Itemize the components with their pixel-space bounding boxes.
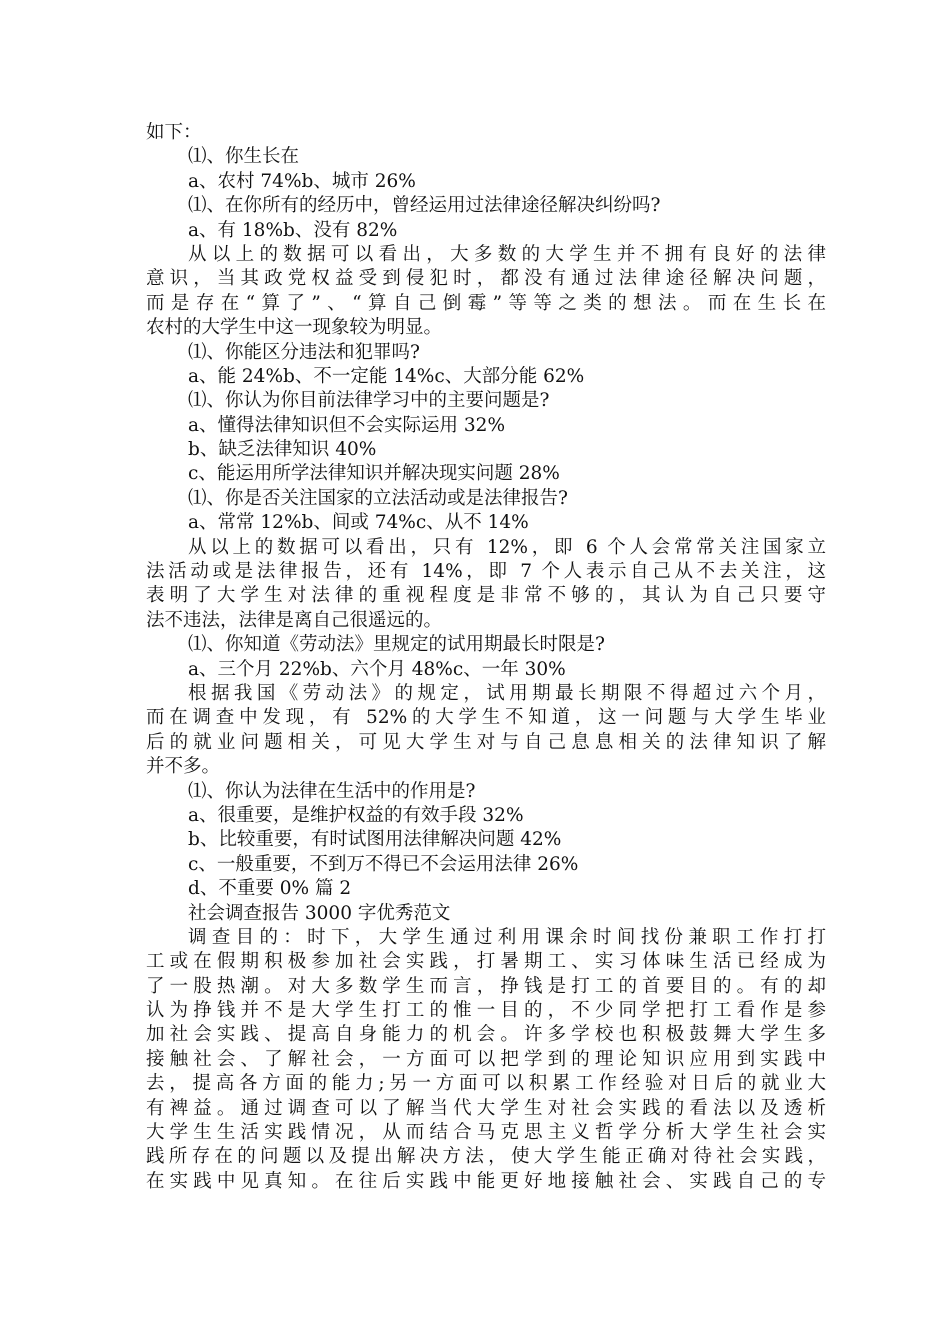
- text-line: ⑴、你是否关注国家的立法活动或是法律报告?: [188, 487, 568, 509]
- text-line: 后的就业问题相关，可见大学生对与自己息息相关的法律知识了解: [146, 731, 826, 753]
- text-line: 践所存在的问题以及提出解决方法，使大学生能正确对待社会实践，: [146, 1146, 826, 1168]
- text-line: 而在调查中发现，有 52%的大学生不知道，这一问题与大学生毕业: [146, 707, 826, 729]
- text-line: 在实践中见真知。在往后实践中能更好地接触社会、实践自己的专: [146, 1170, 826, 1192]
- text-line: 从以上的数据可以看出，只有 12%，即 6 个人会常常关注国家立: [188, 536, 826, 558]
- text-line: ⑴、在你所有的经历中，曾经运用过法律途径解决纠纷吗?: [188, 195, 661, 217]
- text-line: 加社会实践、提高自身能力的机会。许多学校也积极鼓舞大学生多: [146, 1024, 826, 1046]
- text-line: 农村的大学生中这一现象较为明显。: [146, 317, 443, 339]
- text-line: 表明了大学生对法律的重视程度是非常不够的，其认为自己只要守: [146, 585, 826, 607]
- text-line: 接触社会、了解社会，一方面可以把学到的理论知识应用到实践中: [146, 1048, 826, 1070]
- text-line: 去，提高各方面的能力;另一方面可以积累工作经验对日后的就业大: [146, 1073, 826, 1095]
- text-line: c、能运用所学法律知识并解决现实问题 28%: [188, 463, 560, 485]
- text-line: 法活动或是法律报告，还有 14%，即 7 个人表示自己从不去关注，这: [146, 561, 826, 583]
- text-line: c、一般重要，不到万不得已不会运用法律 26%: [188, 853, 579, 875]
- text-line: a、很重要，是维护权益的有效手段 32%: [188, 804, 524, 826]
- text-line: ⑴、你认为法律在生活中的作用是?: [188, 780, 476, 802]
- text-line: ⑴、你知道《劳动法》里规定的试用期最长时限是?: [188, 634, 605, 656]
- text-line: 认为挣钱并不是大学生打工的惟一目的，不少同学把打工看作是参: [146, 1000, 826, 1022]
- text-line: a、有 18%b、没有 82%: [188, 219, 398, 241]
- text-line: 而是存在“算了”、“算自己倒霉”等等之类的想法。而在生长在: [146, 292, 826, 314]
- text-line: b、比较重要，有时试图用法律解决问题 42%: [188, 829, 562, 851]
- text-line: a、常常 12%b、间或 74%c、从不 14%: [188, 512, 529, 534]
- document-page: [146, 121, 826, 1194]
- text-line: ⑴、你生长在: [188, 146, 300, 168]
- text-line: d、不重要 0% 篇 2: [188, 878, 352, 900]
- text-line: a、农村 74%b、城市 26%: [188, 170, 416, 192]
- text-line: 并不多。: [146, 756, 221, 778]
- text-line: a、懂得法律知识但不会实际运用 32%: [188, 414, 506, 436]
- text-line: a、能 24%b、不一定能 14%c、大部分能 62%: [188, 365, 585, 387]
- text-line: 如下：: [146, 122, 202, 143]
- text-line: 调查目的：时下，大学生通过利用课余时间找份兼职工作打打: [188, 926, 826, 948]
- text-line: 工或在假期积极参加社会实践，打暑期工、实习体味生活已经成为: [146, 951, 826, 973]
- text-line: 从以上的数据可以看出，大多数的大学生并不拥有良好的法律: [188, 243, 826, 265]
- text-line: b、缺乏法律知识 40%: [188, 439, 377, 461]
- text-line: 有裨益。通过调查可以了解当代大学生对社会实践的看法以及透析: [146, 1097, 826, 1119]
- text-line: 社会调查报告 3000 字优秀范文: [188, 902, 451, 924]
- text-line: 大学生生活实践情况，从而结合马克思主义哲学分析大学生社会实: [146, 1122, 826, 1144]
- text-line: ⑴、你认为你目前法律学习中的主要问题是?: [188, 390, 550, 412]
- text-line: 意识，当其政党权益受到侵犯时，都没有通过法律途径解决问题，: [146, 268, 826, 290]
- text-line: 了一股热潮。对大多数学生而言，挣钱是打工的首要目的。有的却: [146, 975, 826, 997]
- text-line: ⑴、你能区分违法和犯罪吗?: [188, 341, 420, 363]
- text-line: a、三个月 22%b、六个月 48%c、一年 30%: [188, 658, 566, 680]
- text-line: 法不违法，法律是离自己很遥远的。: [146, 609, 443, 631]
- text-line: 根据我国《劳动法》的规定，试用期最长期限不得超过六个月，: [188, 682, 826, 704]
